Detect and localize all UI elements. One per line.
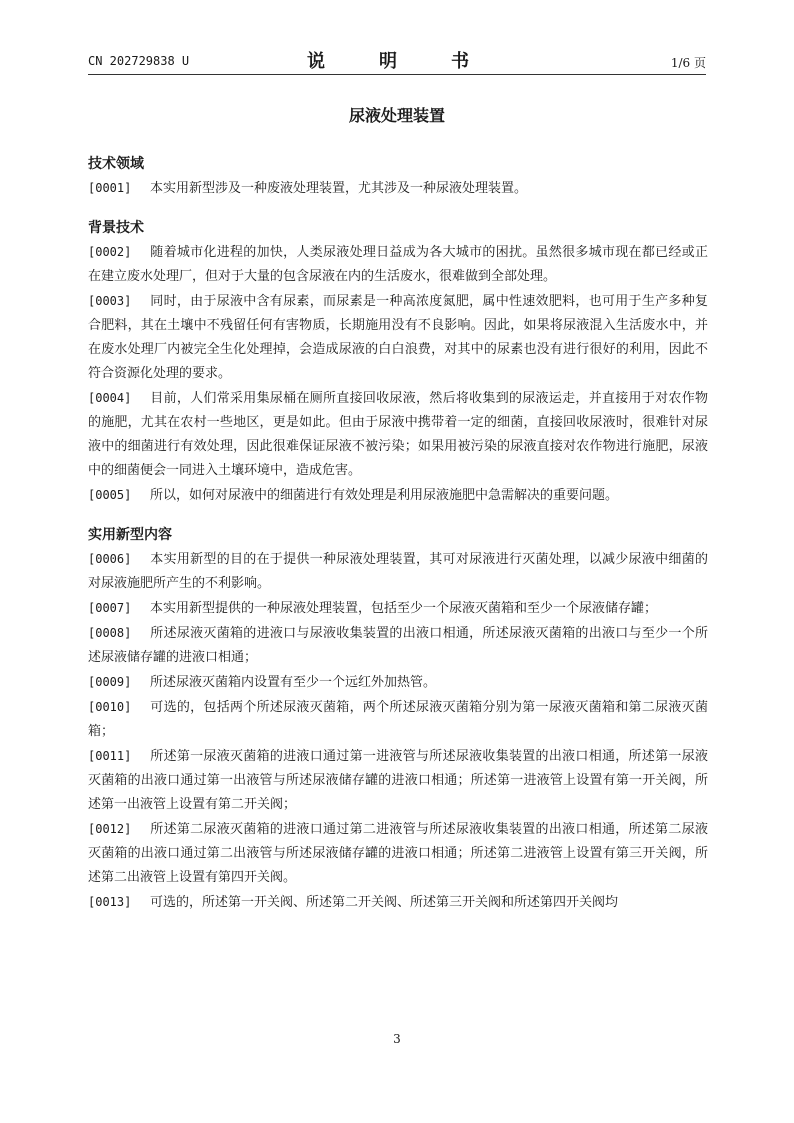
paragraph-text: 随着城市化进程的加快，人类尿液处理日益成为各大城市的困扰。虽然很多城市现在都已经或正在建立废水处理厂，但对于大量的包含尿液在内的生活废水，很难做到全部处理。 (88, 245, 708, 284)
paragraph-text: 本实用新型提供的一种尿液处理装置，包括至少一个尿液灭菌箱和至少一个尿液储存罐； (150, 601, 658, 616)
paragraph-number: [0005] (88, 488, 132, 502)
paragraph (88, 670, 708, 695)
paragraph (88, 547, 708, 596)
paragraph (88, 240, 708, 289)
paragraph-number: [0004] (88, 391, 132, 405)
document-title: 尿液处理装置 (348, 106, 445, 125)
paragraph (88, 386, 708, 483)
paragraph (88, 596, 708, 621)
section-heading: 实用新型内容 (88, 527, 172, 543)
paragraph-text: 所述尿液灭菌箱的进液口与尿液收集装置的出液口相通，所述尿液灭菌箱的出液口与至少一个所述尿液储存罐的进液口相通； (88, 626, 708, 665)
paragraph-text: 所述第一尿液灭菌箱的进液口通过第一进液管与所述尿液收集装置的出液口相通，所述第一尿液灭菌箱的出液口通过第一出液管与所述尿液储存罐的进液口相通；所述第一进液管上设置有第一开关阀，所述第一出液管上设置有第二开关阀； (88, 749, 708, 812)
header-rule (88, 74, 706, 75)
paragraph-number: [0011] (88, 749, 132, 763)
paragraph (88, 621, 708, 670)
paragraph (88, 176, 708, 201)
document-body (88, 150, 708, 930)
paragraph-number: [0013] (88, 895, 132, 909)
paragraph (88, 890, 708, 915)
page-header (88, 44, 706, 76)
patent-number: CN 202729838 U (88, 54, 190, 68)
section-heading: 技术领域 (88, 156, 144, 172)
page-count: 1/6 页 (670, 56, 706, 70)
paragraph-number: [0002] (88, 245, 132, 259)
paragraph-number: [0006] (88, 552, 132, 566)
paragraph-number: [0009] (88, 675, 132, 689)
paragraph-number: [0001] (88, 181, 132, 195)
paragraph-text: 所述第二尿液灭菌箱的进液口通过第二进液管与所述尿液收集装置的出液口相通，所述第二尿液灭菌箱的出液口通过第二出液管与所述尿液储存罐的进液口相通；所述第二进液管上设置有第三开关阀，所述第二出液管上设置有第四开关阀。 (88, 822, 708, 885)
paragraph (88, 744, 708, 817)
paragraph-number: [0010] (88, 700, 132, 714)
paragraph (88, 695, 708, 744)
paragraph-text: 可选的，所述第一开关阀、所述第二开关阀、所述第三开关阀和所述第四开关阀均 (150, 895, 619, 910)
page-number: 3 (393, 1032, 401, 1046)
doc-type-title: 说 明 书 (307, 51, 487, 72)
paragraph-text: 本实用新型涉及一种废液处理装置，尤其涉及一种尿液处理装置。 (150, 181, 528, 196)
paragraph-text: 同时，由于尿液中含有尿素，而尿素是一种高浓度氮肥，属中性速效肥料，也可用于生产多种复合肥料，其在土壤中不残留任何有害物质，长期施用没有不良影响。因此，如果将尿液混入生活废水中，并在废水处理厂内被完全生化处理掉，会造成尿液的白白浪费，对其中的尿素也没有进行很好的利用，因此不符合资源化处理的要求。 (88, 294, 708, 381)
paragraph-text: 所述尿液灭菌箱内设置有至少一个远红外加热管。 (150, 675, 437, 690)
section-heading: 背景技术 (88, 220, 144, 236)
paragraph-text: 可选的，包括两个所述尿液灭菌箱，两个所述尿液灭菌箱分别为第一尿液灭菌箱和第二尿液灭菌箱； (88, 700, 708, 739)
paragraph (88, 483, 708, 508)
paragraph-text: 目前，人们常采用集尿桶在厕所直接回收尿液，然后将收集到的尿液运走，并直接用于对农作物的施肥，尤其在农村一些地区，更是如此。但由于尿液中携带着一定的细菌，直接回收尿液时，很难针对尿液中的细菌进行有效处理，因此很难保证尿液不被污染；如果用被污染的尿液直接对农作物进行施肥，尿液中的细菌便会一同进入土壤环境中，造成危害。 (88, 391, 708, 478)
section (88, 216, 708, 508)
paragraph (88, 817, 708, 890)
paragraph-number: [0007] (88, 601, 132, 615)
section (88, 152, 708, 201)
paragraph-number: [0012] (88, 822, 132, 836)
paragraph-number: [0003] (88, 294, 132, 308)
section (88, 523, 708, 915)
paragraph-text: 本实用新型的目的在于提供一种尿液处理装置，其可对尿液进行灭菌处理，以减少尿液中细菌的对尿液施肥所产生的不利影响。 (88, 552, 708, 591)
paragraph-number: [0008] (88, 626, 132, 640)
paragraph-text: 所以，如何对尿液中的细菌进行有效处理是利用尿液施肥中急需解决的重要问题。 (150, 488, 619, 503)
paragraph (88, 289, 708, 386)
